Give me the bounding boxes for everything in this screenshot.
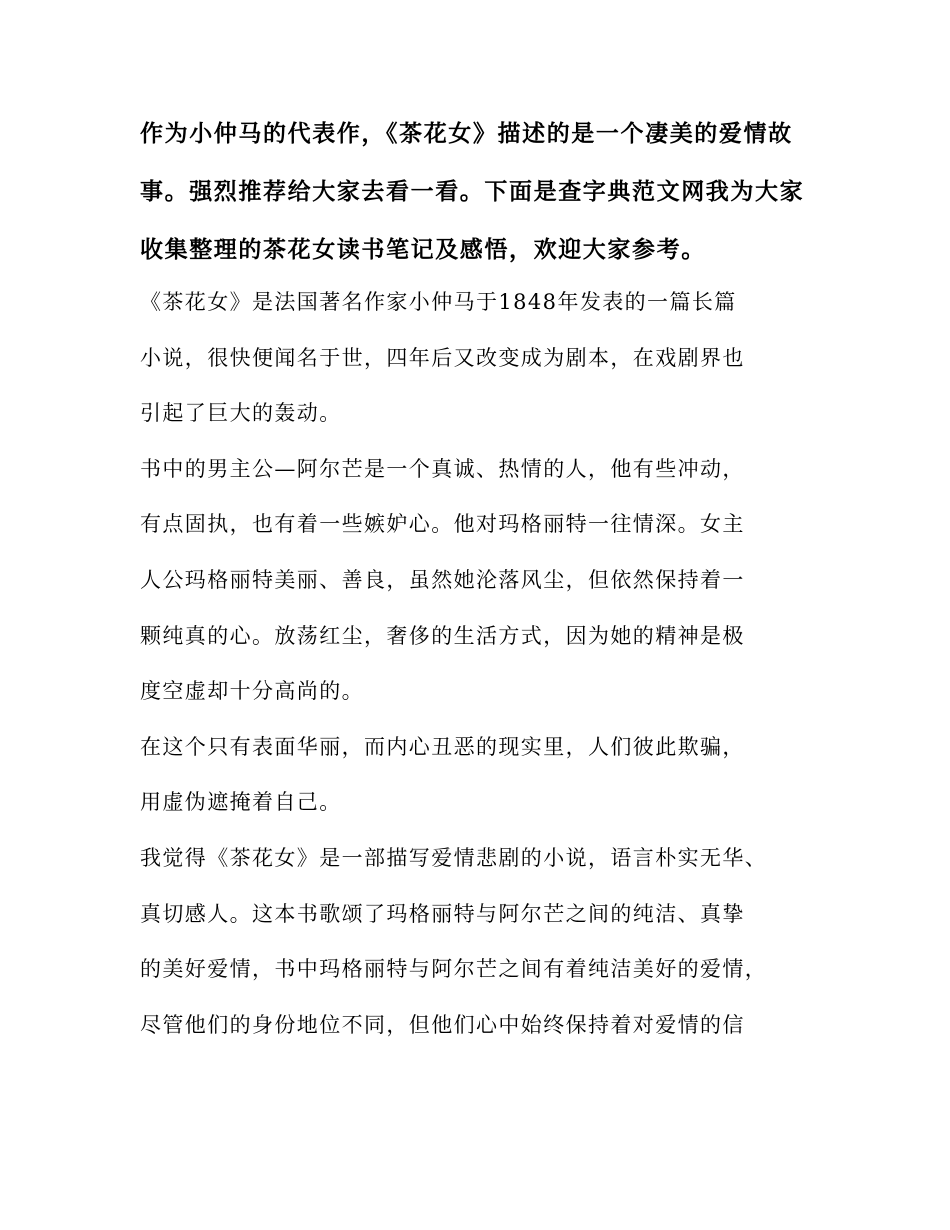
paragraph-line: 度空虚却十分高尚的。 (140, 679, 364, 704)
paragraph-line: 《茶花女》是法国著名作家小仲马于1848年发表的一篇长篇 (140, 290, 737, 314)
intro-line: 事。强烈推荐给大家去看一看。下面是查字典范文网我为大家 (140, 179, 805, 205)
paragraph-line: 小说，很快便闻名于世，四年后又改变成为剧本，在戏剧界也 (140, 345, 745, 370)
intro-line: 作为小仲马的代表作，《茶花女》描述的是一个凄美的爱情故 (140, 121, 793, 147)
paragraph-line: 真切感人。这本书歌颂了玛格丽特与阿尔芒之间的纯洁、真挚 (140, 901, 745, 926)
paragraph-line: 人公玛格丽特美丽、善良，虽然她沦落风尘，但依然保持着一 (140, 567, 745, 592)
paragraph-3 (140, 720, 830, 831)
paragraph-line: 尽管他们的身份地位不同，但他们心中始终保持着对爱情的信 (140, 1012, 745, 1037)
paragraph-2 (140, 442, 830, 720)
paragraph-1 (140, 275, 830, 442)
paragraph-line: 引起了巨大的轰动。 (140, 401, 342, 426)
document-body (140, 105, 830, 1053)
intro-paragraph (140, 105, 830, 279)
paragraph-line: 颗纯真的心。放荡红尘，奢侈的生活方式，因为她的精神是极 (140, 623, 745, 648)
paragraph-line: 在这个只有表面华丽，而内心丑恶的现实里，人们彼此欺骗， (140, 734, 745, 759)
paragraph-line: 书中的男主公—阿尔芒是一个真诚、热情的人，他有些冲动， (140, 456, 745, 481)
paragraph-line: 我觉得《茶花女》是一部描写爱情悲剧的小说，语言朴实无华、 (140, 845, 768, 870)
paragraph-line: 有点固执，也有着一些嫉妒心。他对玛格丽特一往情深。女主 (140, 512, 745, 537)
paragraph-line: 的美好爱情，书中玛格丽特与阿尔芒之间有着纯洁美好的爱情， (140, 957, 768, 982)
paragraph-line: 用虚伪遮掩着自己。 (140, 790, 342, 815)
paragraph-4 (140, 831, 830, 1053)
intro-line: 收集整理的茶花女读书笔记及感悟，欢迎大家参考。 (140, 237, 706, 263)
